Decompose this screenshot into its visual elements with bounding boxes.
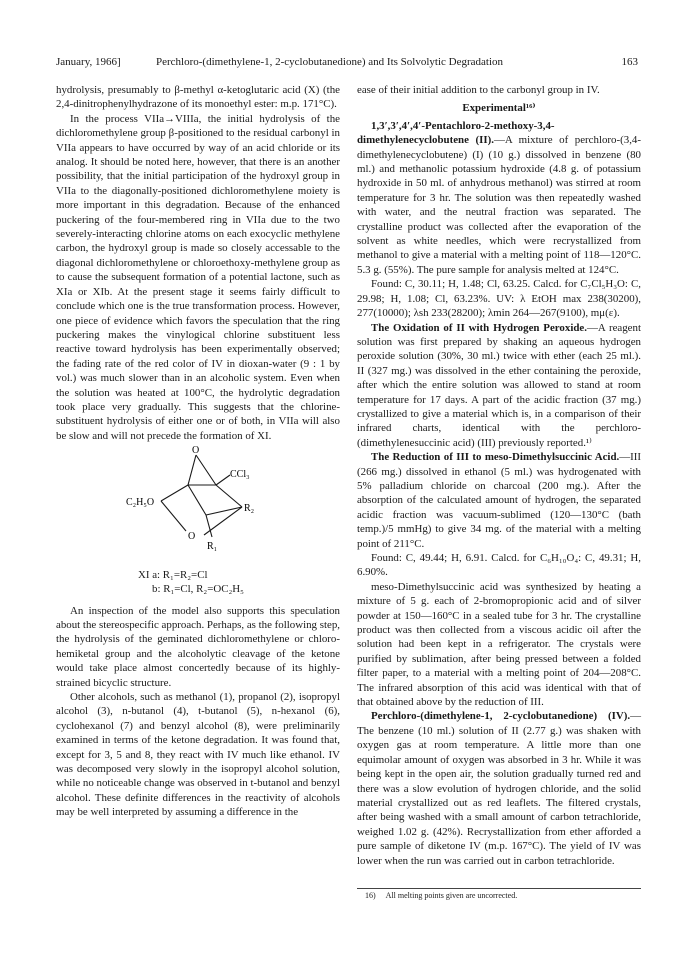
paragraph: In the process VIIa→VIIIa, the initial hydrolysis of the dichloromethylene group β-positioned to the residual carbonyl in VIIa appears to have occurred by way of an acid chloride or its analog. It should be noted here, however, that there is an another possibility, that the initial participation of the hydroxyl group in VIIa to the diagonally-positioned dichloromethylene moiety is more important in this degradation. Because of the enhanced puckering of the four-membered ring in VIIa due to the two severely-interacting chlorine atoms on each exocyclic methylene carbon, the hydroxyl group is made so closely accessable to the diagonal dichloromethylene or chloroethoxy-methylene group as to cause the subsequent formation of a potential lactone, such as XIa or XIb. At the present stage it seems fairly difficult to conclude which one is the true transformation process. However, one piece of evidence which favors the speculation that the ring puckering makes the vinylogical chlorine substituent less reactive toward hydrolysis has been experimentally observed; the fading rate of the red color of IV in dioxan-water (9 : 1 by vol.) was much slower than in an alcoholic system. Even when the solution was heated at 100°C, the hydrolytic degradation took place very gradually. This suggests that the chlorine-substituent hydrolysis of either one or of both, in VIIa will also be slow and will not precede the formation of XI. (56, 112, 340, 442)
entry-title: The Oxidation of II with Hydrogen Peroxide. (371, 321, 587, 334)
right-column (357, 83, 641, 868)
issue-date: January, 1966] (56, 56, 121, 68)
structure-caption (138, 568, 340, 596)
paragraph: An inspection of the model also supports this speculation about the stereospecific approach. Perhaps, as the following step, the hydrolysis of the geminated dichloromethylene or chloro-hemiketal group and the alcoholytic cleavage of the ketone would take place almost concertedly because of its highly-strained bicyclic structure. (56, 604, 340, 689)
paragraph: Other alcohols, such as methanol (1), propanol (2), isopropyl alcohol (3), n-butanol (4), t-butanol (5), n-hexanol (6), cyclohexanol (7) and benzyl alcohol (8), were preliminarily examined in terms of the ketone degradation. It was found that, except for 3, 5 and 8, they react with IV much like ethanol. IV was decomposed very slowly in the isopropyl alcohol solution, while no noticeable change was observed in t-butanol and benzyl alcohol. These definite differences in the reactivity of alcohols may be well interpreted by assuming a difference in the (56, 691, 340, 819)
analysis-result: Found: C, 30.11; H, 1.48; Cl, 63.25. Calcd. for C₇Cl₅H₃O: C, 29.98; H, 1.08; Cl, 63.23%. UV: λ EtOH max 238(30200), 277(10000); λsh 233(28200); λmin 264—267(9100), mμ(ε). (357, 278, 641, 320)
structure-label-o-bottom: O (188, 531, 196, 543)
experimental-entry (357, 450, 641, 551)
entry-title: The Reduction of III to meso-Dimethylsuccinic Acid. (371, 451, 620, 464)
paragraph: hydrolysis, presumably to β-methyl α-ketoglutaric acid (X) (the 2,4-dinitrophenylhydrazone of its monoethyl ester: m.p. 171°C). (56, 84, 340, 111)
running-title: Perchloro-(dimethylene-1, 2-cyclobutanedione) and Its Solvolytic Degradation (156, 56, 504, 68)
paragraph: ease of their initial addition to the carbonyl group in IV. (357, 84, 600, 96)
structure-label-c2h5o: C₂H₅O (126, 497, 155, 509)
analysis-result: Found: C, 49.44; H, 6.91. Calcd. for C₆H₁₀O₄: C, 49.31; H, 6.90%. (357, 552, 641, 579)
footnote-mark: 16) (365, 891, 376, 900)
paragraph: meso-Dimethylsuccinic acid was synthesized by heating a mixture of 5 g. each of 2-bromopropionic acid and of silver powder at 150—160°C in a sealed tube for 3 hr. The crystalline product was then collected from a viscous acidic oil after the solution had been kept in a refrigerator. The crystals were purified by sublimation, after being pressed between a folded filter paper, to a material with a melting point of 204—208°C. The infrared absorption of this acid was identical with that of that obtained above by the reduction of III. (357, 580, 641, 709)
structure-label-o-top: O (192, 445, 200, 457)
running-header (56, 56, 638, 74)
left-column (56, 83, 340, 820)
footnote (357, 888, 641, 900)
experimental-entry (357, 321, 641, 451)
structure-xi-diagram (56, 445, 340, 563)
page-number: 163 (621, 56, 638, 68)
footnote-text: All melting points given are uncorrected. (385, 891, 518, 900)
entry-title: 1,3′,3′,4′,4′-Pentachloro-2-methoxy-3,4-dimethylenecyclobutene (II). (357, 119, 555, 147)
caption-line-b: b: R₁=Cl, R₂=OC₂H₅ (152, 582, 244, 595)
entry-body: —III (266 mg.) dissolved in ethanol (5 ml.) was hydrogenated with 5% palladium chloride on charcoal (200 mg.). After the absorption of the calculated amount of hydrogen, the separated acidic fraction was vacuum-sublimed (120—130°C (bath temp.)/5 mmHg) to give 34 mg. of the material with a melting point of 211°C. (357, 451, 641, 550)
structure-label-r2: R₂ (244, 503, 255, 515)
entry-body: —The benzene (10 ml.) solution of II (2.77 g.) was shaken with oxygen gas at room temperature. A little more than one equimolar amount of oxygen was absorbed in 3 hr. While it was being kept in the open air, the solution gradually turned red and there was a slow evolution of hydrogen chloride, and the solid material crystallized out as red leaflets. The filtered crystals, after being washed with a small amount of carbon tetrachloride, weighed 1.02 g. (42%). Recrystallization from ether afforded a pure sample of diketone IV (m.p. 167°C). The yield of IV was lower when the run was carried out in carbon tetrachloride. (357, 710, 641, 867)
structure-label-ccl3: CCl₃ (230, 469, 250, 481)
entry-title: Perchloro-(dimethylene-1, 2-cyclobutanedione) (IV). (371, 710, 631, 723)
experimental-entry (357, 709, 641, 867)
structure-label-r1: R₁ (207, 541, 218, 553)
entry-body: —A reagent solution was first prepared by shaking an aqueous hydrogen peroxide solution (30%, 30 ml.) twice with ether (each 25 ml.). II (327 mg.) was dissolved in the ether containing the peroxide, after which the entire solution was allowed to stand at room temperature for 17 days. A part of the acidic fraction (37 mg.) crystallized to give a material which is, in a comparison of their infrared charts, identical with the perchloro-(dimethylenesuccinic acid) (III) previously reported.¹⁾ (357, 321, 641, 449)
entry-body: —A mixture of perchloro-(3,4-dimethylenecyclobutene) (I) (10 g.) dissolved in benzene (80 ml.) and methanolic potassium hydroxide (4.8 g. of potassium hydroxide in 50 ml. of anhydrous methanol) was stirred at room temperature for 3 hr. The solution was then repeatedly washed with water, and the neutral fraction was separated. The crystalline product was collected after the evaporation of the solvent as white needles, which were recrystallized from methanol to give a material with a melting point of 118—120°C. 5.3 g. (55%). The pure sample for analysis melted at 124°C. (357, 134, 641, 276)
section-heading-experimental: Experimental¹⁶⁾ (462, 102, 536, 115)
experimental-entry (357, 119, 641, 277)
caption-line-a: XI a: R₁=R₂=Cl (138, 568, 208, 581)
